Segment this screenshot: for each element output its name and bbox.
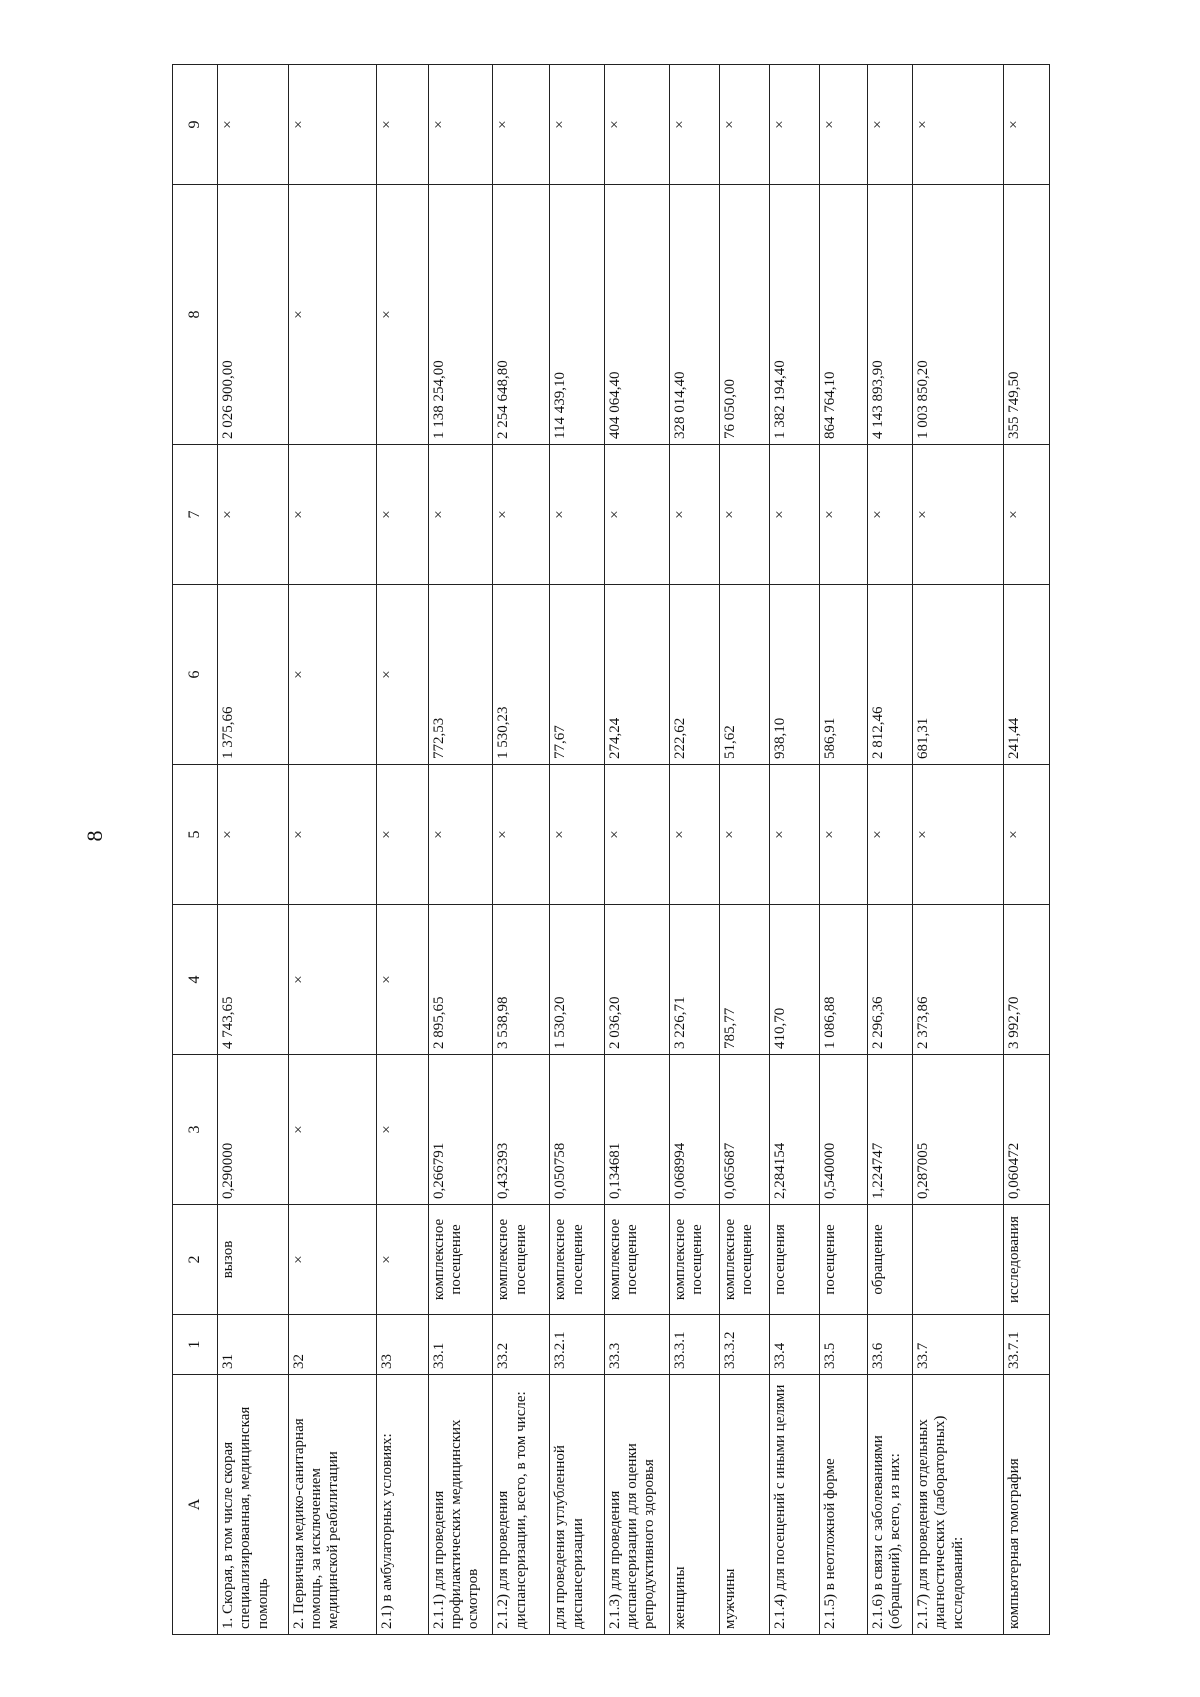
table-cell: 2.1.7) для проведения отдельных диагностических (лабораторных) исследований: (913, 1375, 1004, 1635)
table-cell: × (377, 185, 428, 445)
table-cell: 2 254 648,80 (493, 185, 550, 445)
table-cell: 33.7 (913, 1315, 1004, 1375)
table-row (913, 65, 1004, 1635)
table-cell: 33.1 (428, 1315, 493, 1375)
table-cell: 3 226,71 (669, 905, 719, 1055)
table-cell: 241,44 (1004, 585, 1050, 765)
table-cell: 772,53 (428, 585, 493, 765)
table-row (493, 65, 550, 1635)
table-cell: × (719, 445, 769, 585)
column-header: 4 (173, 905, 218, 1055)
table-cell: × (867, 765, 913, 905)
table-cell: 33.6 (867, 1315, 913, 1375)
table-cell: × (604, 65, 669, 185)
table-cell: 2 026 900,00 (218, 185, 289, 445)
table-cell: × (769, 445, 819, 585)
table-cell: женщины (669, 1375, 719, 1635)
page-number: 8 (82, 830, 107, 842)
table-cell: 1 138 254,00 (428, 185, 493, 445)
table-cell: × (218, 65, 289, 185)
table-cell: компьютерная томография (1004, 1375, 1050, 1635)
table-row (769, 65, 819, 1635)
table-cell: комплексное посещение (669, 1205, 719, 1315)
table-cell: × (377, 1055, 428, 1205)
table-cell: 2.1.4) для посещений с иными целями (769, 1375, 819, 1635)
table-cell: × (288, 905, 377, 1055)
table-cell: 4 743,65 (218, 905, 289, 1055)
table-cell: посещение (819, 1205, 867, 1315)
table-cell: × (377, 765, 428, 905)
table-cell: × (669, 765, 719, 905)
table-cell: 0,060472 (1004, 1055, 1050, 1205)
table-cell: × (669, 445, 719, 585)
table-cell: 586,91 (819, 585, 867, 765)
table-cell: 2.1) в амбулаторных условиях: (377, 1375, 428, 1635)
table-cell: комплексное посещение (550, 1205, 605, 1315)
table-cell: комплексное посещение (719, 1205, 769, 1315)
table-cell: × (819, 445, 867, 585)
table-cell: × (604, 445, 669, 585)
table-cell: комплексное посещение (428, 1205, 493, 1315)
table-cell: × (819, 765, 867, 905)
table-cell: × (1004, 445, 1050, 585)
table-row (669, 65, 719, 1635)
table-cell: мужчины (719, 1375, 769, 1635)
table-cell: исследования (1004, 1205, 1050, 1315)
column-header: A (173, 1375, 218, 1635)
table-cell: 0,290000 (218, 1055, 289, 1205)
table-cell: 114 439,10 (550, 185, 605, 445)
table-cell: 31 (218, 1315, 289, 1375)
table-cell: × (218, 445, 289, 585)
table-cell: × (913, 445, 1004, 585)
table-row (377, 65, 428, 1635)
table-cell: 2 373,86 (913, 905, 1004, 1055)
table-cell: 2 812,46 (867, 585, 913, 765)
table-cell: 33.2 (493, 1315, 550, 1375)
column-header: 7 (173, 445, 218, 585)
table-cell: 2 296,36 (867, 905, 913, 1055)
table-cell: × (867, 65, 913, 185)
table-row (1004, 65, 1050, 1635)
table-cell: 3 992,70 (1004, 905, 1050, 1055)
table-cell: 1 530,23 (493, 585, 550, 765)
table-cell: 2.1.2) для проведения диспансеризации, всего, в том числе: (493, 1375, 550, 1635)
table-cell: 2.1.6) в связи с заболеваниями (обращений), всего, из них: (867, 1375, 913, 1635)
table-cell: комплексное посещение (493, 1205, 550, 1315)
table-cell: 0,287005 (913, 1055, 1004, 1205)
table-cell: 33.7.1 (1004, 1315, 1050, 1375)
table-cell: × (218, 765, 289, 905)
table-cell (913, 1205, 1004, 1315)
table-cell: 33 (377, 1315, 428, 1375)
table-cell: 1 382 194,40 (769, 185, 819, 445)
column-header: 5 (173, 765, 218, 905)
table-cell: 33.5 (819, 1315, 867, 1375)
table-cell: × (288, 1055, 377, 1205)
table-cell: × (493, 445, 550, 585)
table-cell: 0,050758 (550, 1055, 605, 1205)
table-row (819, 65, 867, 1635)
table-cell: 3 538,98 (493, 905, 550, 1055)
table-cell: 404 064,40 (604, 185, 669, 445)
table-cell: 1,224747 (867, 1055, 913, 1205)
table-cell: × (428, 765, 493, 905)
table-cell: посещения (769, 1205, 819, 1315)
table-cell: 51,62 (719, 585, 769, 765)
table-cell: для проведения углубленной диспансеризации (550, 1375, 605, 1635)
table-cell: × (550, 765, 605, 905)
table-cell: × (428, 445, 493, 585)
table-cell: 1 375,66 (218, 585, 289, 765)
table-cell: 2,284154 (769, 1055, 819, 1205)
table-cell: 1 086,88 (819, 905, 867, 1055)
rotated-table-wrapper (172, 65, 1050, 1635)
table-cell: × (428, 65, 493, 185)
table-cell: × (1004, 65, 1050, 185)
table-cell: 0,540000 (819, 1055, 867, 1205)
table-cell: 2.1.5) в неотложной форме (819, 1375, 867, 1635)
table-cell: × (604, 765, 669, 905)
table-cell: 0,068994 (669, 1055, 719, 1205)
table-cell: 1. Скорая, в том числе скорая специализированная, медицинская помощь (218, 1375, 289, 1635)
table-cell: комплексное посещение (604, 1205, 669, 1315)
table-cell: × (669, 65, 719, 185)
column-header: 3 (173, 1055, 218, 1205)
table-cell: × (550, 445, 605, 585)
table-cell: обращение (867, 1205, 913, 1315)
table-cell: 222,62 (669, 585, 719, 765)
table-cell: 2. Первичная медико-санитарная помощь, за исключением медицинской реабилитации (288, 1375, 377, 1635)
table-cell: × (769, 765, 819, 905)
table-cell: 2 895,65 (428, 905, 493, 1055)
table-cell: 33.3.1 (669, 1315, 719, 1375)
column-header: 1 (173, 1315, 218, 1375)
table-cell: 355 749,50 (1004, 185, 1050, 445)
table-cell: 32 (288, 1315, 377, 1375)
table-cell: × (377, 905, 428, 1055)
table-cell: 864 764,10 (819, 185, 867, 445)
table-cell: 0,432393 (493, 1055, 550, 1205)
table-row (604, 65, 669, 1635)
column-header: 9 (173, 65, 218, 185)
table-cell: 938,10 (769, 585, 819, 765)
table-cell: вызов (218, 1205, 289, 1315)
table-cell: × (913, 765, 1004, 905)
table-row (218, 65, 289, 1635)
table-cell: × (288, 445, 377, 585)
table-cell: 76 050,00 (719, 185, 769, 445)
table-cell: 0,134681 (604, 1055, 669, 1205)
table-cell: × (377, 585, 428, 765)
table-cell: 2.1.1) для проведения профилактических медицинских осмотров (428, 1375, 493, 1635)
table-cell: × (288, 585, 377, 765)
table-cell: × (288, 765, 377, 905)
table-cell: 785,77 (719, 905, 769, 1055)
table-cell: 2.1.3) для проведения диспансеризации для оценки репродуктивного здоровья (604, 1375, 669, 1635)
table-cell: 33.2.1 (550, 1315, 605, 1375)
table-cell: 328 014,40 (669, 185, 719, 445)
table-cell: × (288, 185, 377, 445)
table-row (719, 65, 769, 1635)
table-cell: × (377, 445, 428, 585)
table-cell: × (719, 65, 769, 185)
table-row (428, 65, 493, 1635)
table-cell: × (913, 65, 1004, 185)
table-cell: × (867, 445, 913, 585)
table-cell: 77,67 (550, 585, 605, 765)
table-cell: 1 530,20 (550, 905, 605, 1055)
table-cell: × (550, 65, 605, 185)
table-cell: × (493, 765, 550, 905)
column-header: 8 (173, 185, 218, 445)
table-row (867, 65, 913, 1635)
table-cell: 33.4 (769, 1315, 819, 1375)
table-cell: 1 003 850,20 (913, 185, 1004, 445)
table-cell: 0,266791 (428, 1055, 493, 1205)
table-cell: 410,70 (769, 905, 819, 1055)
table-cell: 0,065687 (719, 1055, 769, 1205)
table-cell: × (493, 65, 550, 185)
data-table (172, 64, 1050, 1635)
table-cell: × (377, 1205, 428, 1315)
table-cell: × (819, 65, 867, 185)
table-body (218, 65, 1050, 1635)
column-header: 2 (173, 1205, 218, 1315)
table-row (550, 65, 605, 1635)
table-cell: 33.3 (604, 1315, 669, 1375)
header-row (173, 65, 218, 1635)
table-cell: × (1004, 765, 1050, 905)
table-cell: 274,24 (604, 585, 669, 765)
table-cell: 4 143 893,90 (867, 185, 913, 445)
table-cell: 681,31 (913, 585, 1004, 765)
table-cell: 2 036,20 (604, 905, 669, 1055)
column-header: 6 (173, 585, 218, 765)
table-cell: × (288, 1205, 377, 1315)
table-cell: × (288, 65, 377, 185)
table-row (288, 65, 377, 1635)
table-cell: × (769, 65, 819, 185)
table-cell: × (719, 765, 769, 905)
table-cell: 33.3.2 (719, 1315, 769, 1375)
table-cell: × (377, 65, 428, 185)
